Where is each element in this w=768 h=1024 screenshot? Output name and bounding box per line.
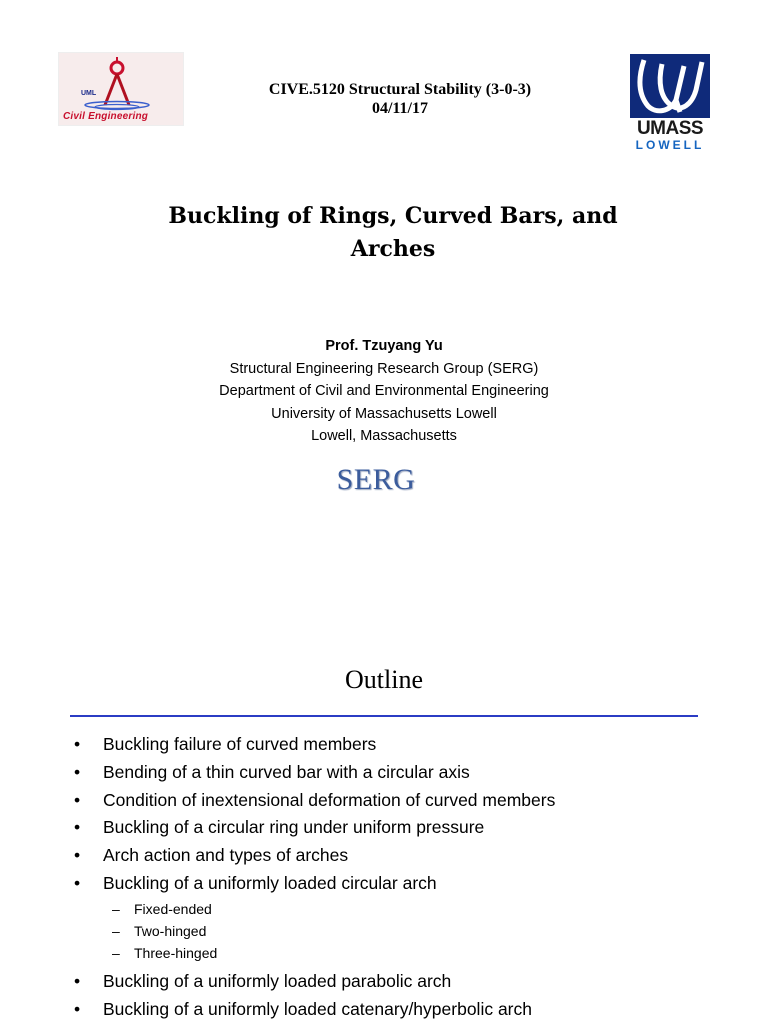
dash-icon: –	[112, 922, 120, 939]
outline-title: Outline	[345, 665, 423, 694]
list-item: • Condition of inextensional deformation of curved members	[74, 789, 556, 810]
list-item: • Buckling of a uniformly loaded circular arch	[74, 872, 437, 893]
umass-wordmark: UMASS	[636, 118, 704, 139]
civil-engineering-caption: Civil Engineering	[63, 111, 149, 122]
course-line: CIVE.5120 Structural Stability (3-0-3)	[268, 81, 532, 98]
bullet-icon: •	[74, 970, 81, 991]
title-divider	[70, 715, 698, 717]
bullet-icon: •	[74, 817, 81, 838]
bullet-icon: •	[74, 789, 81, 810]
date: 04/11/17	[371, 100, 428, 117]
course-header	[200, 80, 600, 118]
bullet-icon: •	[74, 734, 81, 754]
slide-title-line-1: Buckling of Rings, Curved Bars, and	[168, 203, 618, 229]
list-item: • Buckling of a uniformly loaded catenary/hyperbolic arch	[74, 998, 532, 1019]
dash-icon: –	[112, 944, 120, 961]
author-name: Prof. Tzuyang Yu	[325, 338, 443, 354]
uml-logo-text: UML	[81, 90, 97, 97]
affiliation-line: University of Massachusetts Lowell	[271, 405, 497, 422]
lowell-wordmark: LOWELL	[635, 138, 705, 152]
sub-list-item: – Fixed-ended	[112, 900, 212, 917]
author-block	[150, 335, 618, 448]
affiliation-line: Structural Engineering Research Group (SERG)	[229, 360, 539, 377]
sub-list-item: – Two-hinged	[112, 922, 207, 939]
slide-title	[100, 200, 686, 266]
bullet-icon: •	[74, 998, 81, 1019]
dash-icon: –	[112, 900, 120, 917]
list-item: • Bending of a thin curved bar with a circular axis	[74, 761, 470, 782]
outline-list	[74, 732, 754, 1024]
umass-lowell-logo	[628, 54, 712, 152]
bullet-icon: •	[74, 761, 81, 782]
affiliation-line: Department of Civil and Environmental Engineering	[219, 383, 549, 399]
list-item: • Buckling of a circular ring under uniform pressure	[74, 817, 485, 838]
uml-civil-engineering-logo	[58, 52, 184, 126]
sub-list-item: – Three-hinged	[112, 944, 218, 961]
serg-logo: SERG	[336, 463, 416, 496]
affiliation-line: Lowell, Massachusetts	[311, 428, 457, 444]
slide-title-line-2: Arches	[350, 236, 436, 262]
list-item: • Arch action and types of arches	[74, 845, 349, 866]
outline-slide	[0, 640, 768, 1024]
list-item: • Buckling of a uniformly loaded parabolic arch	[74, 970, 452, 991]
bullet-icon: •	[74, 872, 81, 893]
bullet-icon: •	[74, 845, 81, 866]
list-item: • Buckling failure of curved members	[74, 734, 377, 754]
umass-emblem-icon	[630, 54, 710, 118]
